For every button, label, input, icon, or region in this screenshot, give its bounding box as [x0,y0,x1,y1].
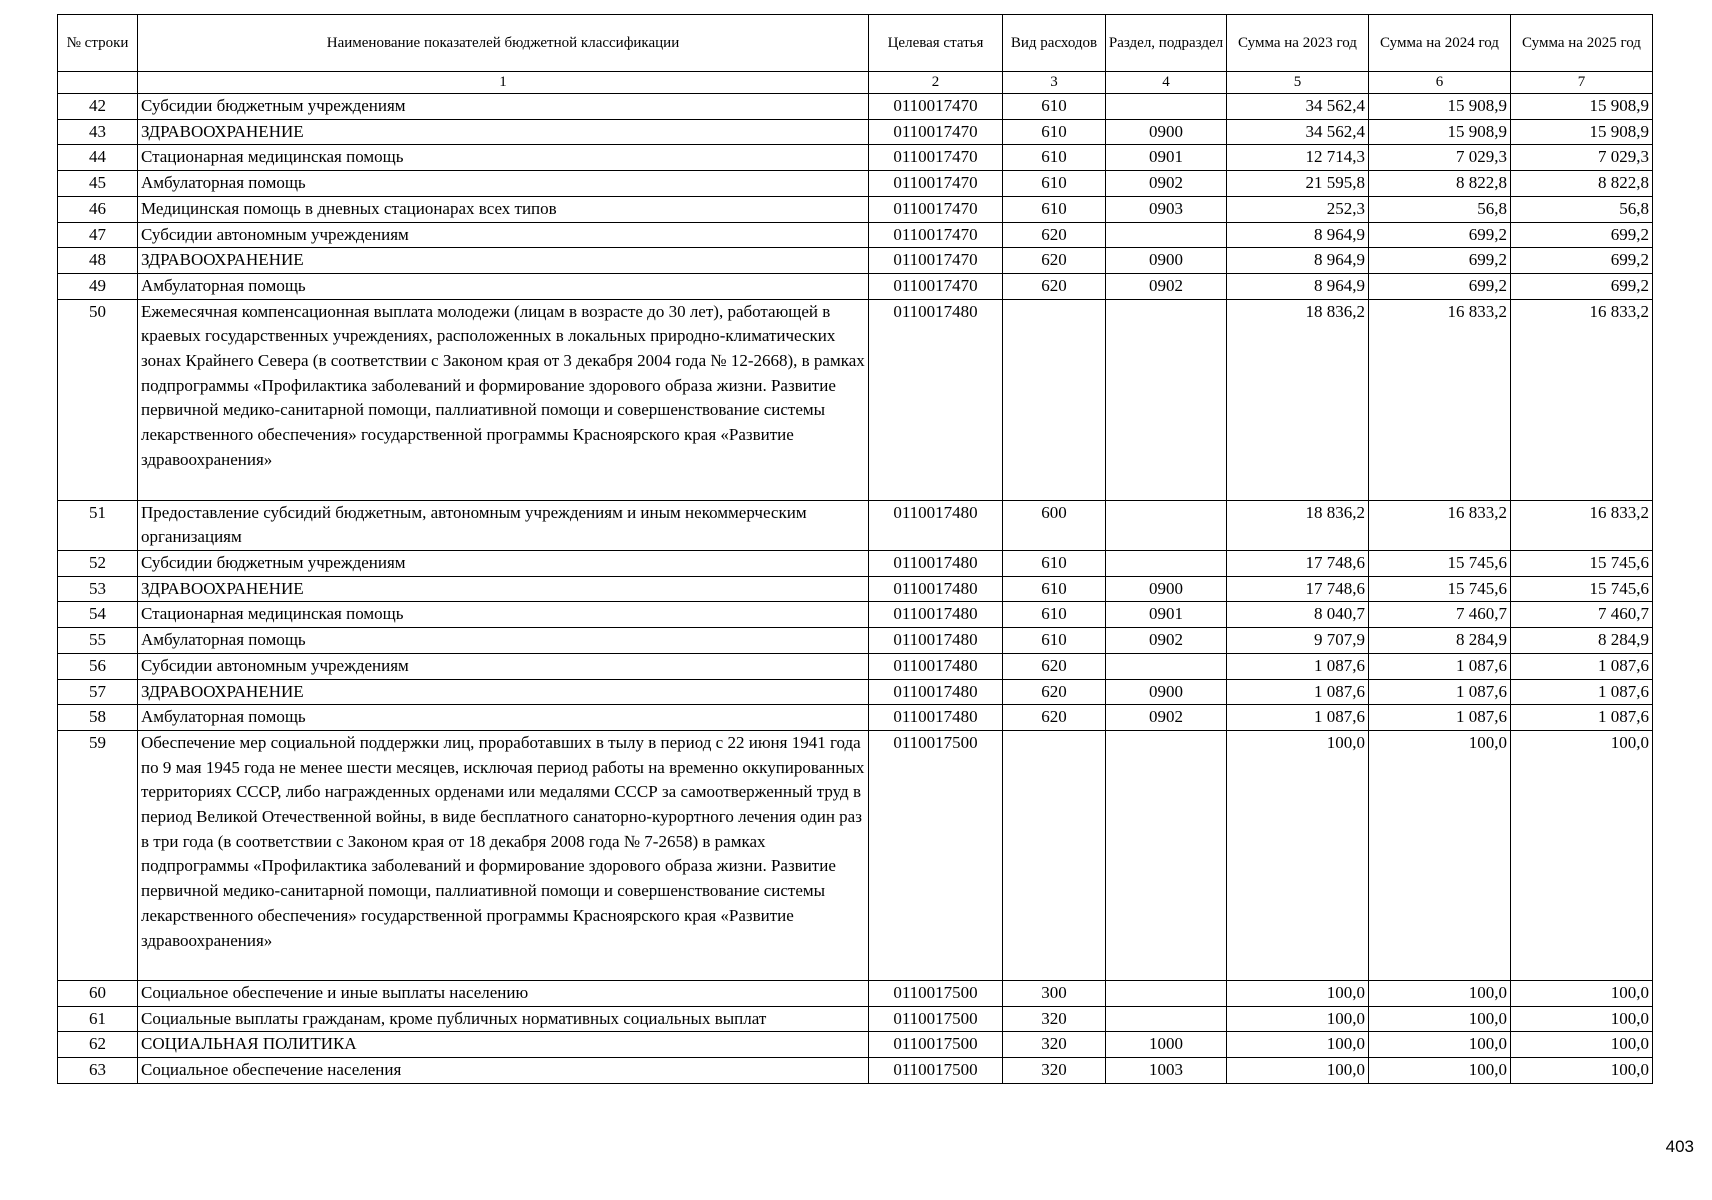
row-section: 0901 [1106,602,1227,628]
row-target-code: 0110017470 [869,196,1003,222]
row-sum-2024: 15 908,9 [1369,94,1511,120]
row-target-code: 0110017470 [869,94,1003,120]
table-row [58,1032,1653,1058]
row-sum-2024: 1 087,6 [1369,653,1511,679]
row-target-code: 0110017470 [869,248,1003,274]
row-expense-kind: 320 [1003,1006,1106,1032]
row-sum-2025: 1 087,6 [1511,653,1653,679]
table-row [58,628,1653,654]
row-sum-2025: 100,0 [1511,1006,1653,1032]
row-number: 53 [58,576,138,602]
row-sum-2023: 8 040,7 [1227,602,1369,628]
row-number: 51 [58,500,138,550]
row-number: 49 [58,273,138,299]
row-expense-kind [1003,299,1106,500]
row-name: Социальные выплаты гражданам, кроме публичных нормативных социальных выплат [138,1006,869,1032]
row-sum-2024: 7 029,3 [1369,145,1511,171]
row-section [1106,299,1227,500]
row-target-code: 0110017480 [869,705,1003,731]
row-expense-kind: 610 [1003,119,1106,145]
row-sum-2025: 16 833,2 [1511,500,1653,550]
row-number: 60 [58,980,138,1006]
row-sum-2024: 16 833,2 [1369,500,1511,550]
row-target-code: 0110017480 [869,628,1003,654]
row-sum-2025: 15 908,9 [1511,94,1653,120]
row-sum-2023: 17 748,6 [1227,551,1369,577]
row-target-code: 0110017470 [869,171,1003,197]
row-sum-2023: 100,0 [1227,980,1369,1006]
row-number: 54 [58,602,138,628]
header-row-no: № строки [58,15,138,72]
row-sum-2025: 699,2 [1511,222,1653,248]
row-sum-2025: 56,8 [1511,196,1653,222]
row-expense-kind: 320 [1003,1032,1106,1058]
row-sum-2024: 100,0 [1369,730,1511,980]
row-sum-2024: 100,0 [1369,1006,1511,1032]
row-sum-2025: 1 087,6 [1511,679,1653,705]
column-number: 7 [1511,72,1653,94]
row-target-code: 0110017500 [869,1006,1003,1032]
row-number: 46 [58,196,138,222]
row-sum-2025: 15 745,6 [1511,551,1653,577]
row-section [1106,222,1227,248]
row-section: 0903 [1106,196,1227,222]
row-sum-2023: 100,0 [1227,1006,1369,1032]
row-section: 0900 [1106,248,1227,274]
row-sum-2023: 8 964,9 [1227,248,1369,274]
row-name: ЗДРАВООХРАНЕНИЕ [138,119,869,145]
row-section: 0902 [1106,171,1227,197]
header-sum-2025: Сумма на 2025 год [1511,15,1653,72]
table-row [58,602,1653,628]
row-expense-kind: 610 [1003,171,1106,197]
row-name: СОЦИАЛЬНАЯ ПОЛИТИКА [138,1032,869,1058]
row-sum-2023: 34 562,4 [1227,119,1369,145]
row-target-code: 0110017470 [869,222,1003,248]
budget-table [57,14,1653,1084]
row-sum-2024: 1 087,6 [1369,705,1511,731]
row-target-code: 0110017480 [869,602,1003,628]
row-sum-2023: 1 087,6 [1227,679,1369,705]
row-target-code: 0110017480 [869,679,1003,705]
row-name: Ежемесячная компенсационная выплата молодежи (лицам в возрасте до 30 лет), работающей в краевых государственных учреждениях, расположенных в локальных природно-климатических зонах Крайнего Севера (в соответствии с Законом края от 3 декабря 2004 года № 12-2668), в рамках подпрограммы «Профилактика заболеваний и формирование здорового образа жизни. Развитие первичной медико-санитарной помощи, паллиативной помощи и совершенствование системы лекарственного обеспечения» государственной программы Красноярского края «Развитие здравоохранения» [138,299,869,500]
row-sum-2025: 100,0 [1511,1058,1653,1084]
header-kind: Вид расходов [1003,15,1106,72]
header-sum-2024: Сумма на 2024 год [1369,15,1511,72]
row-expense-kind: 620 [1003,679,1106,705]
row-sum-2023: 8 964,9 [1227,222,1369,248]
table-row [58,679,1653,705]
column-number: 2 [869,72,1003,94]
row-number: 45 [58,171,138,197]
row-sum-2024: 699,2 [1369,222,1511,248]
row-sum-2025: 7 460,7 [1511,602,1653,628]
row-number: 63 [58,1058,138,1084]
row-name: Субсидии бюджетным учреждениям [138,94,869,120]
row-number: 56 [58,653,138,679]
row-name: Социальное обеспечение и иные выплаты населению [138,980,869,1006]
row-section: 0900 [1106,576,1227,602]
row-target-code: 0110017500 [869,1032,1003,1058]
row-section [1106,500,1227,550]
table-row [58,1058,1653,1084]
row-name: Социальное обеспечение населения [138,1058,869,1084]
header-section: Раздел, подраздел [1106,15,1227,72]
row-section [1106,653,1227,679]
row-section: 0902 [1106,705,1227,731]
table-row [58,730,1653,980]
row-section [1106,551,1227,577]
row-number: 50 [58,299,138,500]
row-number: 58 [58,705,138,731]
row-expense-kind: 620 [1003,273,1106,299]
row-sum-2024: 7 460,7 [1369,602,1511,628]
column-number: 1 [138,72,869,94]
column-number: 5 [1227,72,1369,94]
row-section: 0900 [1106,119,1227,145]
row-name: ЗДРАВООХРАНЕНИЕ [138,576,869,602]
row-sum-2023: 100,0 [1227,730,1369,980]
row-sum-2025: 7 029,3 [1511,145,1653,171]
row-sum-2024: 16 833,2 [1369,299,1511,500]
row-section: 0900 [1106,679,1227,705]
row-target-code: 0110017480 [869,551,1003,577]
row-name: Субсидии автономным учреждениям [138,653,869,679]
table-row [58,273,1653,299]
table-row [58,500,1653,550]
row-sum-2023: 34 562,4 [1227,94,1369,120]
row-name: Амбулаторная помощь [138,273,869,299]
row-section [1106,1006,1227,1032]
row-expense-kind: 610 [1003,94,1106,120]
row-sum-2025: 100,0 [1511,1032,1653,1058]
row-expense-kind: 600 [1003,500,1106,550]
table-row [58,980,1653,1006]
row-expense-kind: 300 [1003,980,1106,1006]
row-sum-2025: 100,0 [1511,730,1653,980]
row-number: 55 [58,628,138,654]
row-name: Амбулаторная помощь [138,705,869,731]
header-sum-2023: Сумма на 2023 год [1227,15,1369,72]
row-sum-2023: 17 748,6 [1227,576,1369,602]
row-sum-2024: 100,0 [1369,980,1511,1006]
row-number: 62 [58,1032,138,1058]
row-expense-kind: 320 [1003,1058,1106,1084]
table-row [58,222,1653,248]
row-expense-kind: 620 [1003,222,1106,248]
table-row [58,171,1653,197]
row-sum-2025: 15 908,9 [1511,119,1653,145]
row-expense-kind: 620 [1003,705,1106,731]
row-expense-kind: 610 [1003,196,1106,222]
row-sum-2023: 100,0 [1227,1032,1369,1058]
row-target-code: 0110017480 [869,299,1003,500]
row-number: 43 [58,119,138,145]
row-name: ЗДРАВООХРАНЕНИЕ [138,248,869,274]
row-sum-2023: 1 087,6 [1227,705,1369,731]
row-target-code: 0110017500 [869,980,1003,1006]
table-row [58,299,1653,500]
row-name: Субсидии автономным учреждениям [138,222,869,248]
row-target-code: 0110017480 [869,500,1003,550]
row-sum-2023: 12 714,3 [1227,145,1369,171]
row-number: 42 [58,94,138,120]
row-name: Стационарная медицинская помощь [138,602,869,628]
row-sum-2023: 9 707,9 [1227,628,1369,654]
row-number: 59 [58,730,138,980]
row-name: Медицинская помощь в дневных стационарах всех типов [138,196,869,222]
row-sum-2025: 15 745,6 [1511,576,1653,602]
row-name: ЗДРАВООХРАНЕНИЕ [138,679,869,705]
row-sum-2024: 100,0 [1369,1058,1511,1084]
row-section: 1000 [1106,1032,1227,1058]
row-number: 47 [58,222,138,248]
row-number: 44 [58,145,138,171]
row-sum-2024: 8 284,9 [1369,628,1511,654]
row-number: 61 [58,1006,138,1032]
column-number: 6 [1369,72,1511,94]
row-target-code: 0110017480 [869,653,1003,679]
row-sum-2024: 56,8 [1369,196,1511,222]
table-body [58,94,1653,1084]
row-name: Предоставление субсидий бюджетным, автономным учреждениям и иным некоммерческим организациям [138,500,869,550]
row-sum-2023: 252,3 [1227,196,1369,222]
table-row [58,705,1653,731]
row-expense-kind: 610 [1003,628,1106,654]
column-number [58,72,138,94]
row-expense-kind: 610 [1003,602,1106,628]
row-sum-2023: 8 964,9 [1227,273,1369,299]
column-number: 4 [1106,72,1227,94]
row-name: Обеспечение мер социальной поддержки лиц, проработавших в тылу в период с 22 июня 1941 года по 9 мая 1945 года не менее шести месяцев, исключая период работы на временно оккупированных территориях СССР, либо награжденных орденами или медалями СССР за самоотверженный труд в период Великой Отечественной войны, в виде бесплатного санаторно-курортного лечения один раз в три года (в соответствии с Законом края от 18 декабря 2008 года № 7-2658) в рамках подпрограммы «Профилактика заболеваний и формирование здорового образа жизни. Развитие первичной медико-санитарной помощи, паллиативной помощи и совершенствование системы лекарственного обеспечения» государственной программы Красноярского края «Развитие здравоохранения» [138,730,869,980]
row-section [1106,730,1227,980]
row-sum-2025: 8 822,8 [1511,171,1653,197]
row-section: 0902 [1106,628,1227,654]
row-sum-2024: 15 908,9 [1369,119,1511,145]
row-sum-2024: 15 745,6 [1369,551,1511,577]
row-sum-2024: 100,0 [1369,1032,1511,1058]
row-sum-2025: 100,0 [1511,980,1653,1006]
row-target-code: 0110017470 [869,119,1003,145]
row-sum-2025: 1 087,6 [1511,705,1653,731]
row-expense-kind: 610 [1003,145,1106,171]
row-section: 1003 [1106,1058,1227,1084]
table-header-row [58,15,1653,72]
row-sum-2025: 16 833,2 [1511,299,1653,500]
budget-table-sheet [57,14,1652,1084]
row-sum-2023: 100,0 [1227,1058,1369,1084]
row-sum-2024: 699,2 [1369,248,1511,274]
row-sum-2023: 18 836,2 [1227,500,1369,550]
header-name: Наименование показателей бюджетной классификации [138,15,869,72]
row-name: Амбулаторная помощь [138,628,869,654]
table-row [58,551,1653,577]
row-number: 52 [58,551,138,577]
row-sum-2023: 18 836,2 [1227,299,1369,500]
row-section: 0902 [1106,273,1227,299]
row-sum-2024: 8 822,8 [1369,171,1511,197]
row-sum-2024: 15 745,6 [1369,576,1511,602]
row-target-code: 0110017470 [869,145,1003,171]
table-row [58,145,1653,171]
row-sum-2025: 8 284,9 [1511,628,1653,654]
row-sum-2025: 699,2 [1511,273,1653,299]
row-section: 0901 [1106,145,1227,171]
row-target-code: 0110017500 [869,730,1003,980]
table-row [58,1006,1653,1032]
row-name: Субсидии бюджетным учреждениям [138,551,869,577]
row-sum-2023: 21 595,8 [1227,171,1369,197]
table-row [58,119,1653,145]
header-target: Целевая статья [869,15,1003,72]
row-sum-2025: 699,2 [1511,248,1653,274]
row-expense-kind: 610 [1003,576,1106,602]
row-section [1106,980,1227,1006]
row-section [1106,94,1227,120]
row-expense-kind: 620 [1003,653,1106,679]
table-row [58,248,1653,274]
table-row [58,653,1653,679]
row-expense-kind: 610 [1003,551,1106,577]
row-sum-2024: 699,2 [1369,273,1511,299]
table-row [58,94,1653,120]
page-number: 403 [1665,1137,1694,1156]
row-number: 57 [58,679,138,705]
column-numbers-row [58,72,1653,94]
row-expense-kind [1003,730,1106,980]
column-number: 3 [1003,72,1106,94]
row-sum-2023: 1 087,6 [1227,653,1369,679]
table-row [58,196,1653,222]
row-name: Стационарная медицинская помощь [138,145,869,171]
row-target-code: 0110017470 [869,273,1003,299]
row-sum-2024: 1 087,6 [1369,679,1511,705]
row-expense-kind: 620 [1003,248,1106,274]
table-row [58,576,1653,602]
row-target-code: 0110017480 [869,576,1003,602]
row-number: 48 [58,248,138,274]
row-target-code: 0110017500 [869,1058,1003,1084]
row-name: Амбулаторная помощь [138,171,869,197]
